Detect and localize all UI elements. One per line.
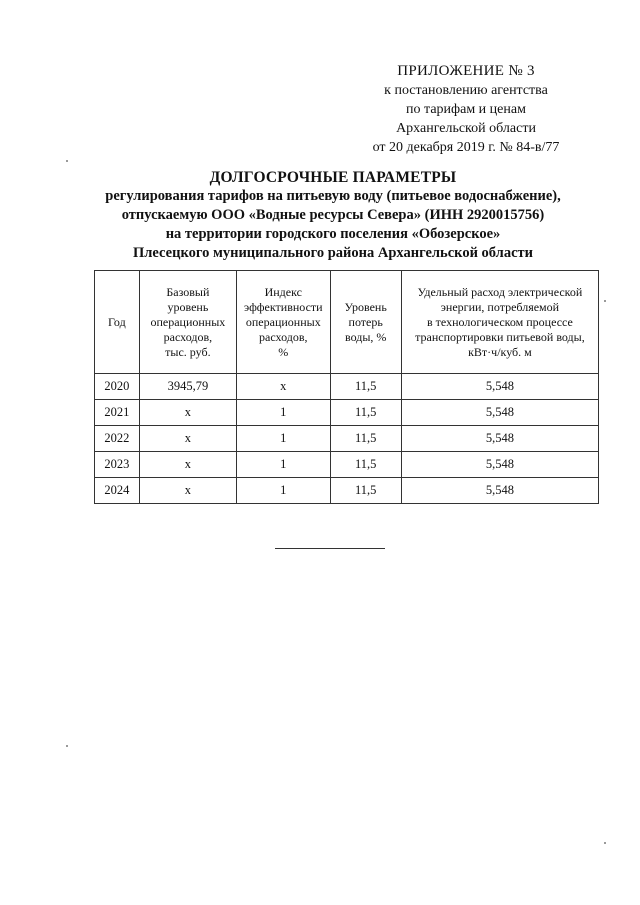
cell-year: 2024 [95,478,140,504]
cell-year: 2021 [95,400,140,426]
header-text: энергии, потребляемой [440,299,560,314]
cell-water-loss: 11,5 [330,374,401,400]
appendix-line: по тарифам и ценам [406,102,526,117]
cell-base-opex: x [139,426,236,452]
appendix-line: Архангельской области [396,121,536,136]
cell-energy-consumption: 5,548 [401,400,598,426]
scan-speck [66,745,68,747]
cell-efficiency-index: 1 [237,478,330,504]
scan-speck [604,842,606,844]
closing-divider [275,548,385,549]
cell-water-loss: 11,5 [330,426,401,452]
cell-efficiency-index: x [237,374,330,400]
cell-base-opex: x [139,400,236,426]
heading-line: Плесецкого муниципального района Архангельской области [133,245,533,261]
cell-water-loss: 11,5 [330,478,401,504]
header-text: транспортировки питьевой воды, [415,329,585,344]
table-row [95,400,599,426]
header-text: Удельный расход электрической [417,284,583,299]
column-header-efficiency-index [237,271,330,374]
cell-energy-consumption: 5,548 [401,452,598,478]
heading-line: на территории городского поселения «Обозерское» [165,226,501,242]
cell-energy-consumption: 5,548 [401,426,598,452]
cell-efficiency-index: 1 [237,452,330,478]
column-header-base-opex [139,271,236,374]
heading-title: ДОЛГОСРОЧНЫЕ ПАРАМЕТРЫ [209,169,457,186]
table-header-row [95,271,599,374]
cell-water-loss: 11,5 [330,452,401,478]
cell-efficiency-index: 1 [237,426,330,452]
appendix-date-line: от 20 декабря 2019 г. № 84-в/77 [372,140,560,155]
header-text: эффективности [243,299,323,314]
header-text: расходов, [163,329,213,344]
header-text: кВт·ч/куб. м [468,344,532,359]
header-text: расходов, [259,329,308,344]
heading-line: отпускаемую ООО «Водные ресурсы Севера» (ИНН 2920015756) [121,207,545,223]
scan-speck [66,160,68,162]
table-row [95,452,599,478]
cell-year: 2020 [95,374,140,400]
header-text: Индекс [264,284,302,299]
cell-base-opex: 3945,79 [139,374,236,400]
cell-energy-consumption: 5,548 [401,374,598,400]
appendix-block [360,62,572,157]
appendix-title: ПРИЛОЖЕНИЕ № 3 [397,63,535,79]
column-header-water-loss [330,271,401,374]
table-row [95,374,599,400]
cell-year: 2023 [95,452,140,478]
table-row [95,478,599,504]
cell-base-opex: x [139,478,236,504]
table-row [95,426,599,452]
header-text: операционных [150,314,226,329]
header-text: Уровень [344,299,387,314]
cell-efficiency-index: 1 [237,400,330,426]
header-text: уровень [167,299,209,314]
cell-year: 2022 [95,426,140,452]
header-text: потерь [348,314,383,329]
parameters-table [94,270,599,504]
heading-line: регулирования тарифов на питьевую воду (питьевое водоснабжение), [105,188,561,204]
header-text: Базовый [166,284,210,299]
column-header-energy-consumption [401,271,598,374]
appendix-line: к постановлению агентства [384,83,548,98]
header-text: в технологическом процессе [427,314,573,329]
header-text: тыс. руб. [165,344,211,359]
cell-water-loss: 11,5 [330,400,401,426]
header-text: Год [108,314,126,329]
document-heading [60,168,606,263]
column-header-year [95,271,140,374]
header-text: воды, % [344,329,387,344]
header-text: % [278,344,289,359]
header-text: операционных [245,314,321,329]
cell-base-opex: x [139,452,236,478]
scan-speck [604,300,606,302]
cell-energy-consumption: 5,548 [401,478,598,504]
